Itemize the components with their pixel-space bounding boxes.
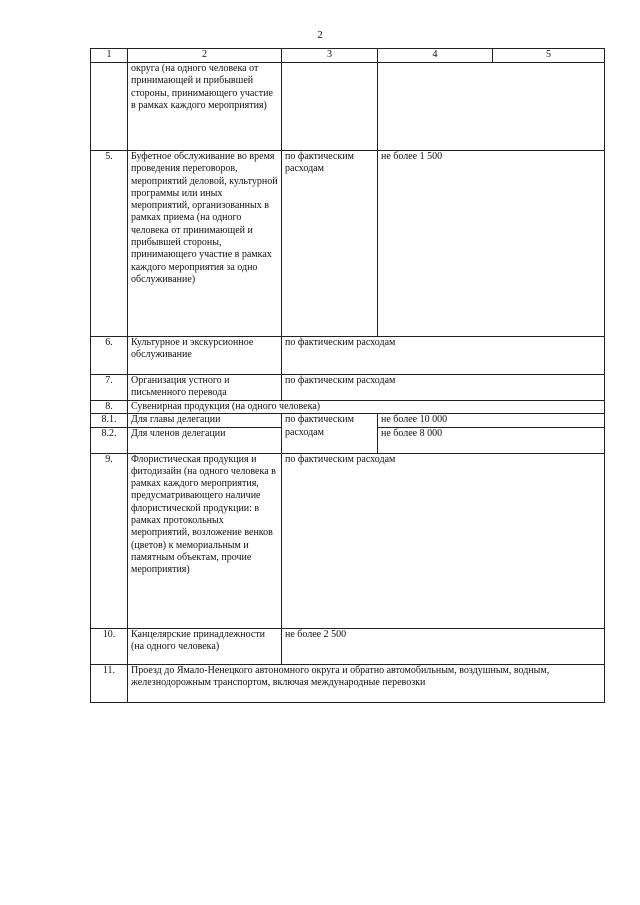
row-name: Проезд до Ямало-Ненецкого автономного округа и обратно автомобильным, воздушным, водным, железнодорожным транспортом, включая международные перевозки — [128, 664, 605, 702]
row-col3: по фактическим расходам — [282, 414, 378, 453]
row-col3: не более 2 500 — [282, 628, 605, 664]
column-header-1: 1 — [91, 49, 128, 63]
column-header-2: 2 — [128, 49, 282, 63]
row-name: Канцелярские принадлежности (на одного человека) — [128, 628, 282, 664]
row-col4: не более 10 000 — [378, 414, 605, 427]
table-row-9 — [91, 453, 605, 628]
row-number: 6. — [91, 337, 128, 375]
table-row-10 — [91, 628, 605, 664]
table-row-8 — [91, 401, 605, 414]
table-row-6 — [91, 337, 605, 375]
column-header-3: 3 — [282, 49, 378, 63]
row-number: 8.2. — [91, 427, 128, 453]
row-col4: не более 8 000 — [378, 427, 605, 453]
row-number: 10. — [91, 628, 128, 664]
row-name: округа (на одного человека от принимающей и прибывшей стороны, принимающего участие в рамках каждого мероприятия) — [128, 63, 282, 151]
row-name: Буфетное обслуживание во время проведения переговоров, мероприятий деловой, культурной программы или иных мероприятий, организованных в рамках приема (на одного человека от принимающей и прибывшей стороны, принимающего участие в рамках каждого мероприятия за одно обслуживание) — [128, 151, 282, 337]
row-number: 11. — [91, 664, 128, 702]
row-col3: по фактическим расходам — [282, 151, 378, 337]
row-name: Для членов делегации — [128, 427, 282, 453]
row-col3: по фактическим расходам — [282, 337, 605, 375]
row-name: Сувенирная продукция (на одного человека) — [128, 401, 605, 414]
table-row-11 — [91, 664, 605, 702]
table-row-8-1 — [91, 414, 605, 427]
page-number: 2 — [317, 29, 323, 41]
table-row-5 — [91, 151, 605, 337]
row-name: Организация устного и письменного перевода — [128, 375, 282, 401]
row-number: 8. — [91, 401, 128, 414]
row-name: Культурное и экскурсионное обслуживание — [128, 337, 282, 375]
table-header-row — [91, 49, 605, 63]
column-header-5: 5 — [493, 49, 605, 63]
row-name: Для главы делегации — [128, 414, 282, 427]
column-header-4: 4 — [378, 49, 493, 63]
table-row-7 — [91, 375, 605, 401]
row-col3: по фактическим расходам — [282, 375, 605, 401]
expense-norms-table — [90, 48, 605, 703]
row-number: 8.1. — [91, 414, 128, 427]
table-row-continued — [91, 63, 605, 151]
row-number: 7. — [91, 375, 128, 401]
row-col4: не более 1 500 — [378, 151, 605, 337]
row-col3: по фактическим расходам — [282, 453, 605, 628]
row-name: Флористическая продукция и фитодизайн (на одного человека в рамках каждого мероприятия, предусматривающего наличие флористической продукции: в рамках протокольных мероприятий, возложение венков (цветов) к мемориальным и памятным объектам, прочие мероприятия) — [128, 453, 282, 628]
row-number: 5. — [91, 151, 128, 337]
row-number: 9. — [91, 453, 128, 628]
